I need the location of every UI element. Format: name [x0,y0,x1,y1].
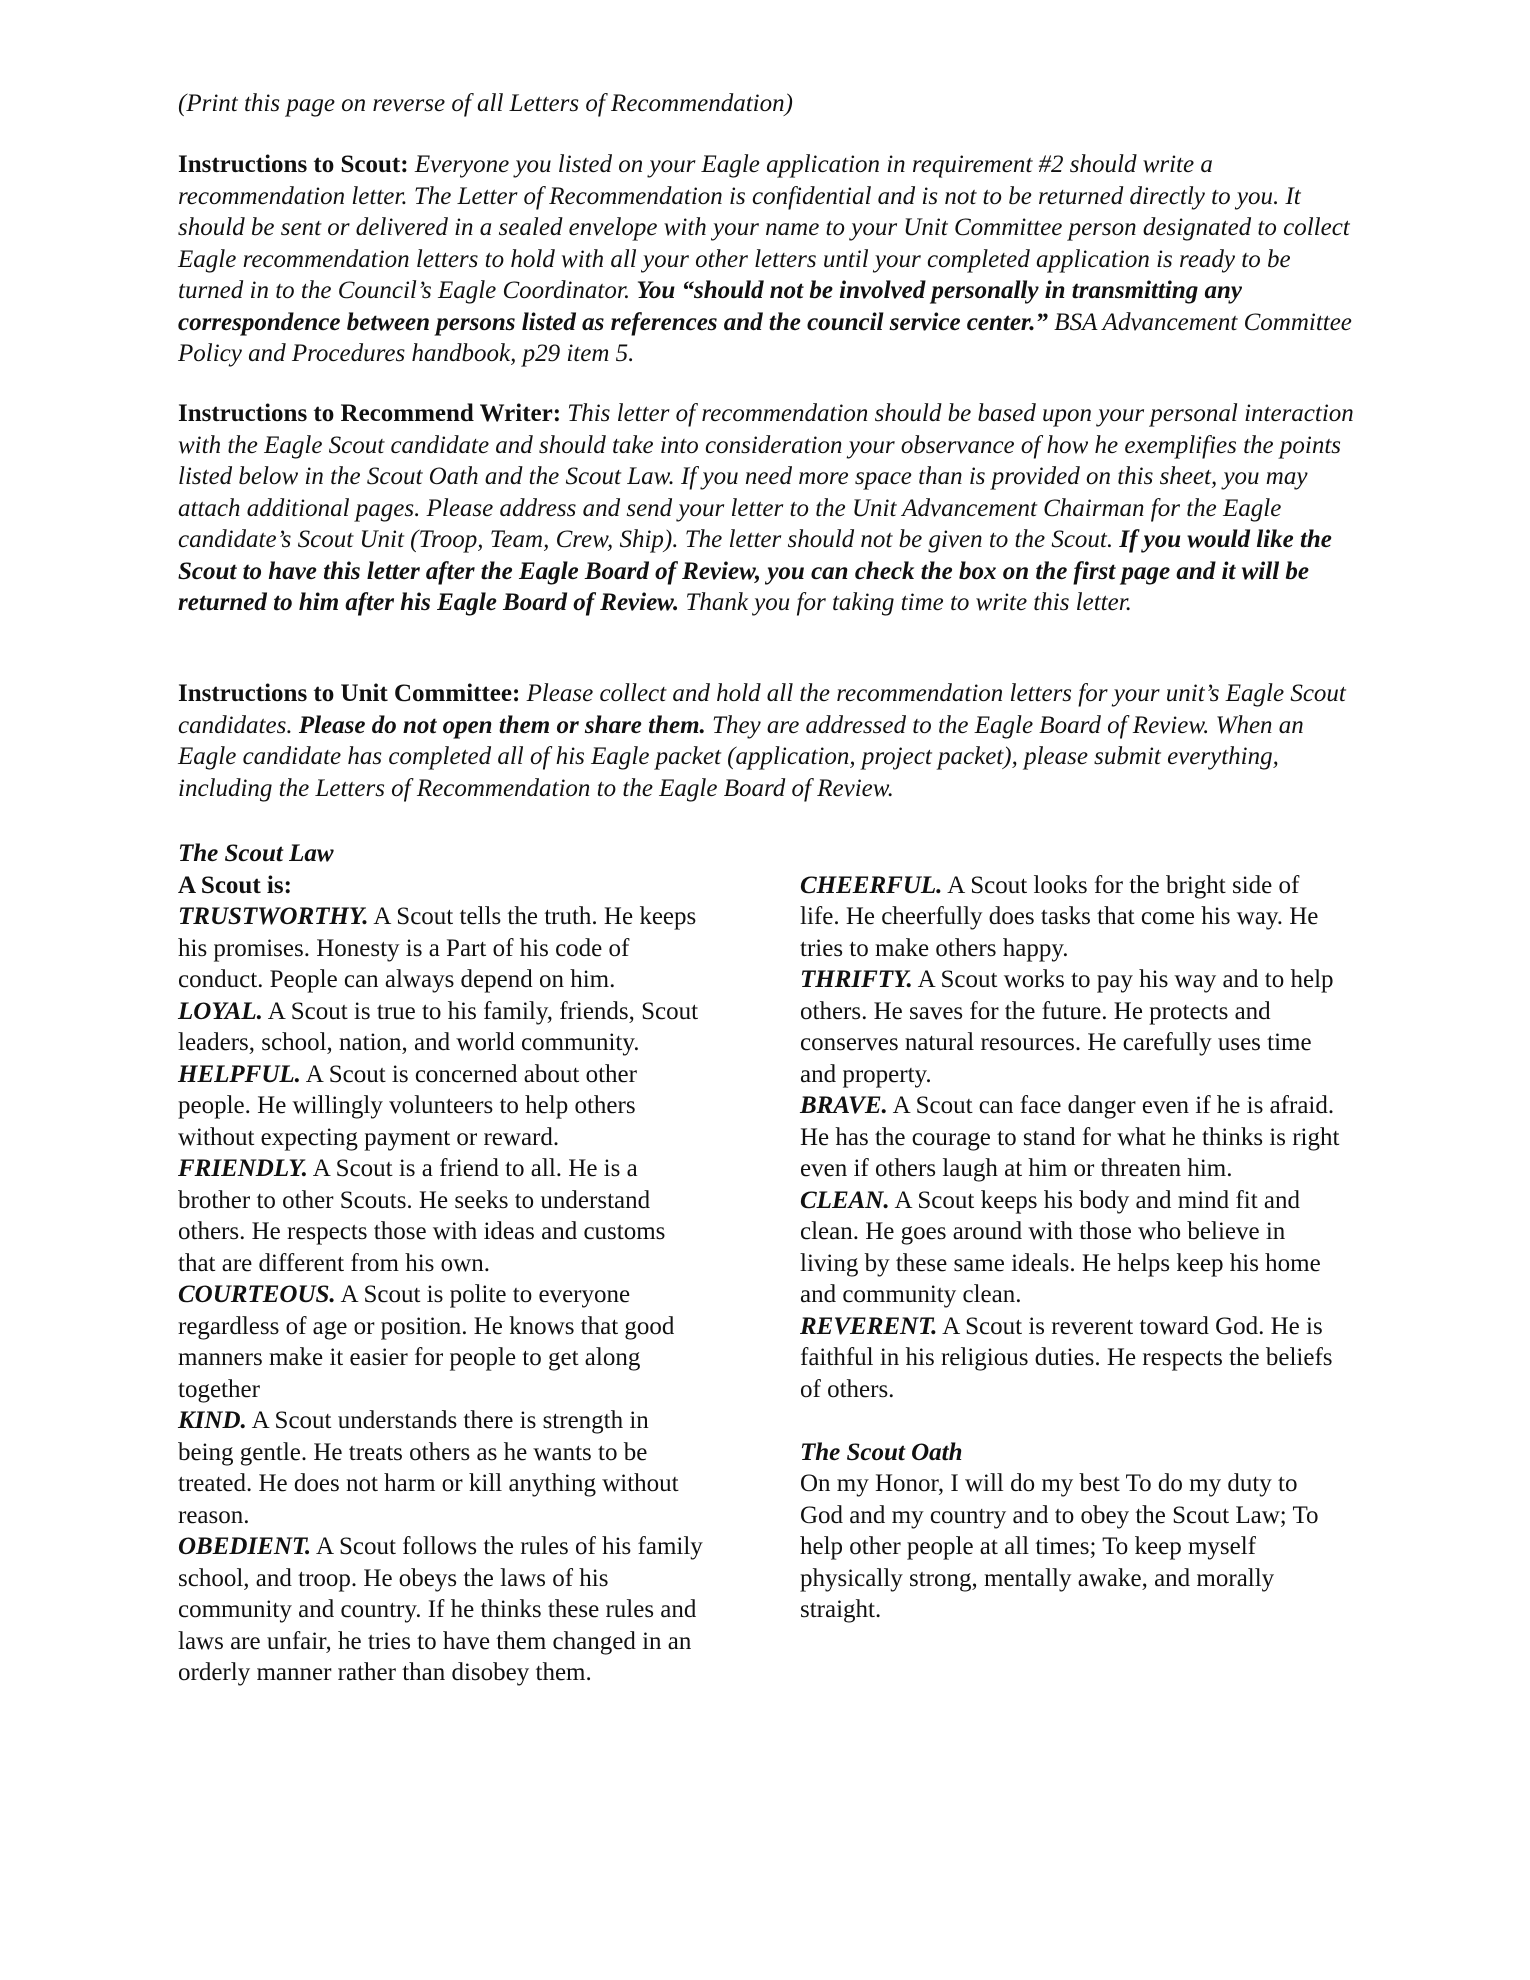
scout-law-right-column [800,838,1340,1626]
law-point-name: THRIFTY. [800,966,913,993]
law-point-courteous [178,1279,708,1405]
law-point-friendly [178,1153,708,1279]
unit-instructions-heading: Instructions to Unit Committee: [178,680,521,707]
writer-instructions-heading: Instructions to Recommend Writer: [178,400,562,427]
law-point-kind [178,1405,708,1531]
unit-instructions-text: Please collect and hold all the recommendation letters for your unit’s Eagle Scout candidates. [178,680,1346,739]
scout-instructions-reference: BSA Advancement Committee Policy and Procedures handbook, p29 item 5. [178,308,1352,367]
law-point-helpful [178,1059,708,1154]
writer-instructions-thanks: Thank you for taking time to write this letter. [685,589,1132,616]
writer-instructions-text: This letter of recommendation should be based upon your personal interaction with the Eagle Scout candidate and should take into consideration your observance of how he exemplifies the points listed below in the Scout Oath and the Scout Law. If you need more space than is provided on this sheet, you may attach additional pages. Please address and send your letter to the Unit Advancement Chairman for the Eagle candidate’s Scout Unit (Troop, Team, Crew, Ship). The letter should not be given to the Scout. [178,400,1354,553]
law-point-text: A Scout is concerned about other people. He willingly volunteers to help others without expecting payment or reward. [178,1060,637,1151]
law-point-name: COURTEOUS. [178,1281,336,1308]
law-point-name: HELPFUL. [178,1060,301,1088]
scout-oath-text: On my Honor, I will do my best To do my duty to God and my country and to obey the Scout Law; To help other people at all times; To keep myself physically strong, mentally awake, and morally straight. [800,1470,1319,1623]
law-point-text: A Scout works to pay his way and to help others. He saves for the future. He protects and conserves natural resources. He carefully uses time and property. [800,966,1334,1088]
law-point-trustworthy [178,901,708,996]
scout-oath-title: The Scout Oath [800,1438,963,1466]
law-point-text: A Scout is a friend to all. He is a brother to other Scouts. He seeks to understand others. He respects those with ideas and customs that are different from his own. [178,1155,666,1277]
law-point-name: REVERENT. [800,1312,938,1340]
law-point-name: BRAVE. [800,1092,888,1119]
law-point-name: TRUSTWORTHY. [178,903,369,930]
law-point-name: CHEERFUL. [800,871,943,899]
unit-instructions-emphasis: Please do not open them or share them. [298,711,706,739]
scout-law-left-column [178,838,708,1689]
law-point-name: OBEDIENT. [178,1533,312,1560]
law-point-obedient [178,1531,708,1689]
unit-instructions-closing: They are addressed to the Eagle Board of Review. When an Eagle candidate has completed all of his Eagle packet (application, project packet), please submit everything, including the Letters of Recommendation to the Eagle Board of Review. [178,711,1304,802]
scout-law-subtitle: A Scout is: [178,871,292,899]
law-point-reverent [800,1311,1340,1406]
law-point-cheerful [800,870,1340,965]
law-point-text: A Scout can face danger even if he is afraid. He has the courage to stand for what he thinks is right even if others laugh at him or threaten him. [800,1092,1340,1182]
law-point-text: A Scout is reverent toward God. He is faithful in his religious duties. He respects the beliefs of others. [800,1312,1333,1403]
scout-instructions-emphasis: You “should not be involved personally in transmitting any correspondence between persons listed as references and the council service center.” [178,277,1242,336]
law-point-text: A Scout tells the truth. He keeps his promises. Honesty is a Part of his code of conduct. People can always depend on him. [178,903,697,993]
scout-instructions-heading: Instructions to Scout: [178,151,409,178]
law-point-loyal [178,996,708,1059]
print-note: (Print this page on reverse of all Letters of Recommendation) [178,90,793,117]
law-point-brave [800,1090,1340,1185]
law-point-text: A Scout is true to his family, friends, Scout leaders, school, nation, and world community. [178,997,699,1056]
scout-instructions [178,149,1358,370]
law-point-clean [800,1185,1340,1311]
law-point-text: A Scout keeps his body and mind fit and clean. He goes around with those who believe in living by these same ideals. He helps keep his home and community clean. [800,1186,1321,1308]
law-point-text: A Scout is polite to everyone regardless of age or position. He knows that good manners make it easier for people to get along together [178,1281,675,1403]
law-point-text: A Scout understands there is strength in being gentle. He treats others as he wants to be treated. He does not harm or kill anything without reason. [178,1407,679,1529]
scout-instructions-text: Everyone you listed on your Eagle application in requirement #2 should write a recommendation letter. The Letter of Recommendation is confidential and is not to be returned directly to you. It should be sent or delivered in a sealed envelope with your name to your Unit Committee person designated to collect Eagle recommendation letters to hold with all your other letters until your completed application is ready to be turned in to the Council’s Eagle Coordinator. [178,151,1350,304]
writer-instructions-emphasis: If you would like the Scout to have this letter after the Eagle Board of Review, you can check the box on the first page and it will be returned to him after his Eagle Board of Review. [178,526,1332,616]
law-point-name: CLEAN. [800,1186,890,1214]
writer-instructions [178,398,1358,619]
law-point-text: A Scout follows the rules of his family school, and troop. He obeys the laws of his community and country. If he thinks these rules and laws are unfair, he tries to have them changed in an orderly manner rather than disobey them. [178,1533,703,1686]
law-point-thrifty [800,964,1340,1090]
law-point-name: LOYAL. [178,997,263,1025]
scout-law-title: The Scout Law [178,840,334,867]
law-point-name: FRIENDLY. [178,1155,308,1182]
unit-instructions [178,678,1358,804]
law-point-name: KIND. [178,1407,247,1434]
law-point-text: A Scout looks for the bright side of life. He cheerfully does tasks that come his way. He tries to make others happy. [800,871,1319,962]
